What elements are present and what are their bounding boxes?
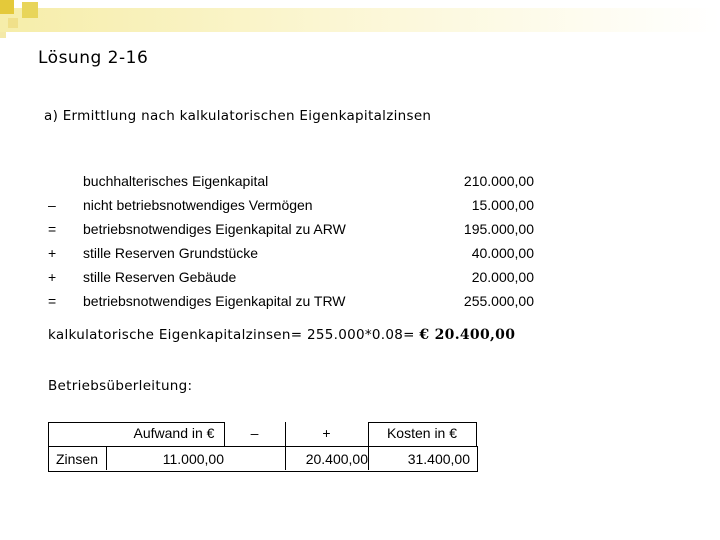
row-label: betriebsnotwendiges Eigenkapital zu ARW xyxy=(83,221,346,237)
row-label-zinsen: Zinsen xyxy=(55,451,99,467)
row-label: stille Reserven Grundstücke xyxy=(83,245,259,261)
formula-text: kalkulatorische Eigenkapitalzinsen= 255.000*0.08= xyxy=(48,327,420,343)
calculation-row xyxy=(48,197,538,217)
header-square-decoration xyxy=(0,32,6,38)
row-value: 15.000,00 xyxy=(471,197,534,213)
row-label: stille Reserven Gebäude xyxy=(83,269,237,285)
row-value: 20.000,00 xyxy=(471,269,534,285)
calculation-row xyxy=(48,269,538,289)
operator: – xyxy=(48,197,56,213)
reconciliation-heading: Betriebsüberleitung: xyxy=(48,378,193,394)
calculation-row xyxy=(48,173,538,193)
page-title: Lösung 2-16 xyxy=(38,48,149,68)
header-aufwand: Aufwand in € xyxy=(133,425,215,441)
cell-kosten: 31.400,00 xyxy=(407,451,470,467)
cell-plus: 20.400,00 xyxy=(305,451,368,467)
operator: + xyxy=(48,245,57,261)
formula-result: € 20.400,00 xyxy=(419,327,516,343)
interest-formula xyxy=(48,327,515,343)
operator: = xyxy=(48,293,57,309)
header-minus: – xyxy=(250,425,259,441)
header-decoration-band xyxy=(0,8,720,32)
operator: + xyxy=(48,269,57,285)
row-label: betriebsnotwendiges Eigenkapital zu TRW xyxy=(83,293,346,309)
calculation-row xyxy=(48,293,538,313)
row-value: 255.000,00 xyxy=(463,293,534,309)
row-value: 40.000,00 xyxy=(471,245,534,261)
calculation-row xyxy=(48,245,538,265)
cell-minus xyxy=(224,446,285,472)
header-square-decoration xyxy=(22,2,38,18)
header-square-decoration xyxy=(0,0,14,14)
calculation-row xyxy=(48,221,538,241)
operator: = xyxy=(48,221,57,237)
header-square-decoration xyxy=(8,18,18,28)
section-subtitle: a) Ermittlung nach kalkulatorischen Eigenkapitalzinsen xyxy=(44,108,432,124)
row-label: nicht betriebsnotwendiges Vermögen xyxy=(83,197,313,213)
cell-aufwand: 11.000,00 xyxy=(162,451,224,467)
row-value: 210.000,00 xyxy=(463,173,534,189)
header-plus: + xyxy=(322,425,331,441)
row-value: 195.000,00 xyxy=(463,221,534,237)
header-kosten: Kosten in € xyxy=(386,425,458,441)
row-label: buchhalterisches Eigenkapital xyxy=(83,173,269,189)
